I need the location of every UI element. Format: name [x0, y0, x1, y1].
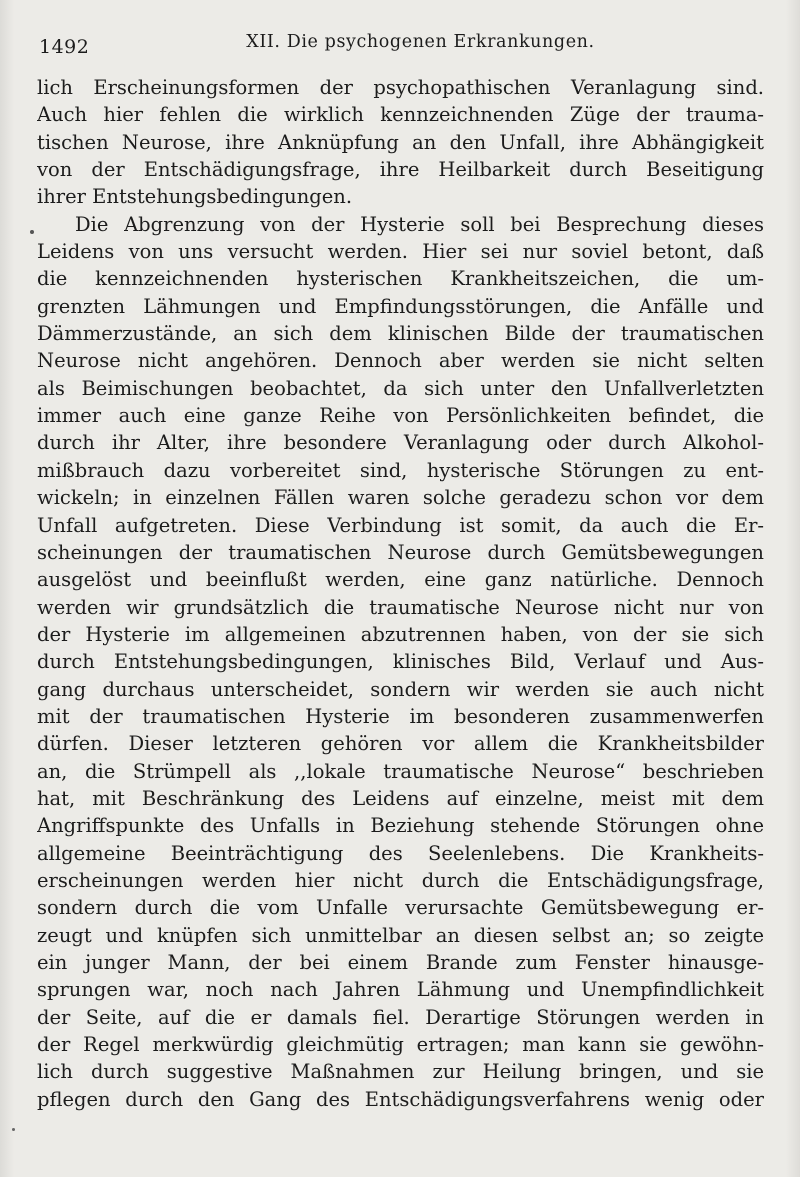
text-line: ausgelöst und beeinflußt werden, eine ganz natürliche. Dennoch: [37, 568, 764, 592]
text-line: die kennzeichnenden hysterischen Krankheitszeichen, die um-: [37, 267, 764, 291]
text-line: durch Entstehungsbedingungen, klinisches Bild, Verlauf und Aus-: [37, 650, 764, 674]
text-line: werden wir grundsätzlich die traumatische Neurose nicht nur von: [37, 595, 764, 619]
text-line: pflegen durch den Gang des Entschädigungsverfahrens wenig oder: [37, 1087, 764, 1111]
paragraph-start-line: Die Abgrenzung von der Hysterie soll bei Besprechung dieses: [75, 212, 764, 236]
text-line: grenzten Lähmungen und Empfindungsstörungen, die Anfälle und: [37, 294, 764, 318]
text-line: von der Entschädigungsfrage, ihre Heilbarkeit durch Beseitigung: [37, 158, 764, 182]
text-line: der Hysterie im allgemeinen abzutrennen haben, von der sie sich: [37, 622, 764, 646]
scan-speck: [12, 1128, 15, 1131]
body-text: [37, 74, 764, 1113]
text-line: der Regel merkwürdig gleichmütig ertragen; man kann sie gewöhn-: [37, 1033, 764, 1057]
text-line: sondern durch die vom Unfalle verursachte Gemütsbewegung er-: [37, 896, 764, 920]
text-line: lich durch suggestive Maßnahmen zur Heilung bringen, und sie: [37, 1060, 764, 1084]
text-line: erscheinungen werden hier nicht durch die Entschädigungsfrage,: [37, 868, 764, 892]
text-line: mit der traumatischen Hysterie im besonderen zusammenwerfen: [37, 704, 764, 728]
text-line: durch ihr Alter, ihre besondere Veranlagung oder durch Alkohol-: [37, 431, 764, 455]
text-line: lich Erscheinungsformen der psychopathischen Veranlagung sind.: [37, 76, 764, 99]
text-line: Neurose nicht angehören. Dennoch aber werden sie nicht selten: [37, 349, 764, 373]
text-line: mißbrauch dazu vorbereitet sind, hysterische Störungen zu ent-: [37, 458, 764, 482]
scan-speck: [30, 230, 34, 234]
text-line: wickeln; in einzelnen Fällen waren solche geradezu schon vor dem: [37, 486, 764, 510]
text-line: ein junger Mann, der bei einem Brande zum Fenster hinausge-: [37, 951, 764, 974]
page-number: 1492: [39, 36, 90, 58]
text-line: zeugt und knüpfen sich unmittelbar an diesen selbst an; so zeigte: [37, 923, 764, 947]
text-line: allgemeine Beeinträchtigung des Seelenlebens. Die Krankheits-: [37, 841, 764, 865]
text-line: an, die Strümpell als ,,lokale traumatische Neurose“ beschrieben: [37, 759, 764, 783]
text-line: tischen Neurose, ihre Anknüpfung an den Unfall, ihre Abhängigkeit: [37, 130, 764, 154]
text-line: Dämmerzustände, an sich dem klinischen Bilde der traumatischen: [37, 322, 764, 346]
running-head: [37, 30, 764, 62]
text-line: immer auch eine ganze Reihe von Persönlichkeiten befindet, die: [37, 404, 764, 428]
text-line: scheinungen der traumatischen Neurose durch Gemütsbewegungen: [37, 540, 764, 564]
text-line: dürfen. Dieser letzteren gehören vor allem die Krankheitsbilder: [37, 732, 764, 756]
text-line: Unfall aufgetreten. Diese Verbindung ist somit, da auch die Er-: [37, 513, 764, 537]
text-line: Auch hier fehlen die wirklich kennzeichnenden Züge der trauma-: [37, 103, 764, 127]
text-line: der Seite, auf die er damals fiel. Derartige Störungen werden in: [37, 1005, 764, 1029]
text-line: sprungen war, noch nach Jahren Lähmung und Unempfindlichkeit: [37, 978, 764, 1002]
text-line: gang durchaus unterscheidet, sondern wir werden sie auch nicht: [37, 677, 764, 701]
text-line: ihrer Entstehungsbedingungen.: [37, 185, 353, 209]
text-line: Leidens von uns versucht werden. Hier sei nur soviel betont, daß: [37, 240, 764, 264]
text-line: Angriffspunkte des Unfalls in Beziehung stehende Störungen ohne: [37, 814, 764, 838]
text-line: hat, mit Beschränkung des Leidens auf einzelne, meist mit dem: [37, 786, 764, 810]
chapter-title: XII. Die psychogenen Erkrankungen.: [246, 32, 595, 52]
text-line: als Beimischungen beobachtet, da sich unter den Unfallverletzten: [37, 376, 764, 400]
